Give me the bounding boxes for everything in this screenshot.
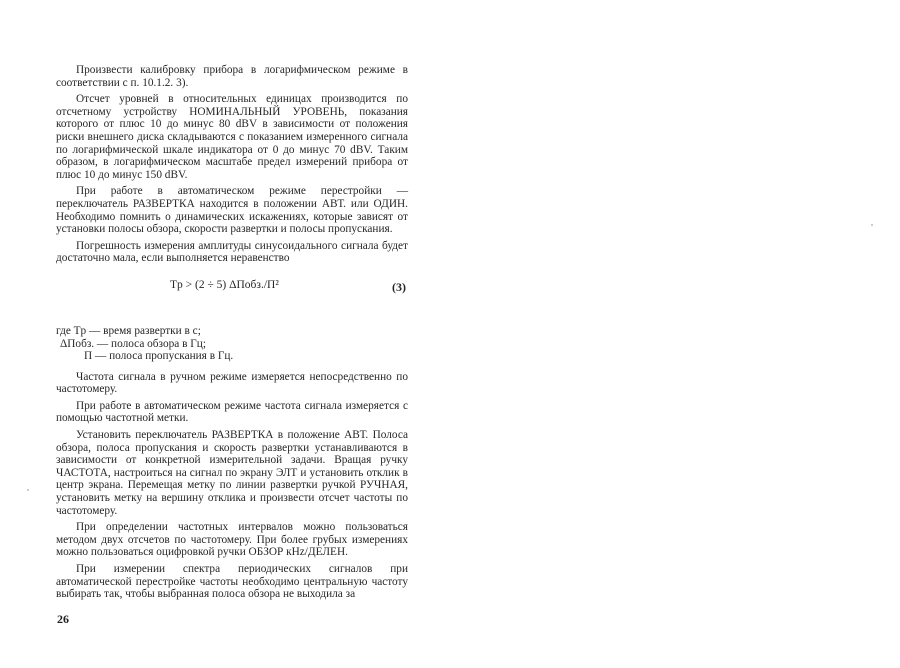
formula-expression: Tр > (2 ÷ 5) ΔПобз./П² xyxy=(170,278,279,291)
paragraph-auto-mode: При работе в автоматическом режиме перестройки — переключатель РАЗВЕРТКА находится в положении АВТ. или ОДИН. Необходимо помнить о динамических искажениях, которые зависят от установки полосы обзора, скорости развертки и полосы пропускания. xyxy=(56,185,408,236)
paragraph-frequency-intervals: При определении частотных интервалов можно пользоваться методом двух отсчетов по частотомеру. При более грубых измерениях можно пользоваться оцифровкой ручки ОБЗОР кHz/ДЕЛЕН. xyxy=(56,521,408,559)
text-column xyxy=(56,64,408,605)
definition-bandwidth: П — полоса пропускания в Гц. xyxy=(84,350,234,363)
blank-facing-page xyxy=(450,0,900,668)
paragraph-sweep-setup: Установить переключатель РАЗВЕРТКА в положение АВТ. Полоса обзора, полоса пропускания и скорость развертки устанавливаются в зависимости от конкретной измерительной задачи. Вращая ручку ЧАСТОТА, настроиться на сигнал по экрану ЭЛТ и установить отклик в центр экрана. Перемещая метку по линии развертки ручкой РУЧНАЯ, установить метку на вершину отклика и произвести отсчет частоты по частотомеру. xyxy=(56,429,408,517)
scan-speck xyxy=(27,489,29,491)
paragraph-level-reading: Отсчет уровней в относительных единицах производится по отсчетному устройству НОМИНАЛЬНЫЙ УРОВЕНЬ, показания которого от плюс 10 до минус 80 dBV в зависимости от положения риски внешнего диска складываются с показанием измеренного сигнала по логарифмической шкале индикатора от 0 до минус 70 dBV. Таким образом, в логарифмическом масштабе предел измерений прибора от плюс 10 до минус 150 dBV. xyxy=(56,93,408,181)
paragraph-amplitude-error: Погрешность измерения амплитуды синусоидального сигнала будет достаточно мала, если выполняется неравенство xyxy=(56,239,408,265)
page-number: 26 xyxy=(57,612,69,626)
formula-number: (3) xyxy=(392,279,406,294)
paragraph-periodic-spectrum: При измерении спектра периодических сигналов при автоматической перестройке частоты необходимо центральную частоту выбирать так, чтобы выбранная полоса обзора не выходила за xyxy=(56,563,408,601)
paragraph-manual-frequency: Частота сигнала в ручном режиме измеряется непосредственно по частотомеру. xyxy=(56,370,408,396)
paragraph-auto-frequency: При работе в автоматическом режиме частота сигнала измеряется с помощью частотной метки. xyxy=(56,399,408,425)
formula-block xyxy=(56,269,408,315)
definition-span: ΔПобз. — полоса обзора в Гц; xyxy=(60,337,206,350)
variable-definitions xyxy=(56,325,408,363)
definition-sweep-time: где Tр — время развертки в с; xyxy=(56,324,201,337)
scan-speck xyxy=(871,224,873,226)
paragraph-calibration: Произвести калибровку прибора в логарифмическом режиме в соответствии с п. 10.1.2. 3). xyxy=(56,64,408,89)
